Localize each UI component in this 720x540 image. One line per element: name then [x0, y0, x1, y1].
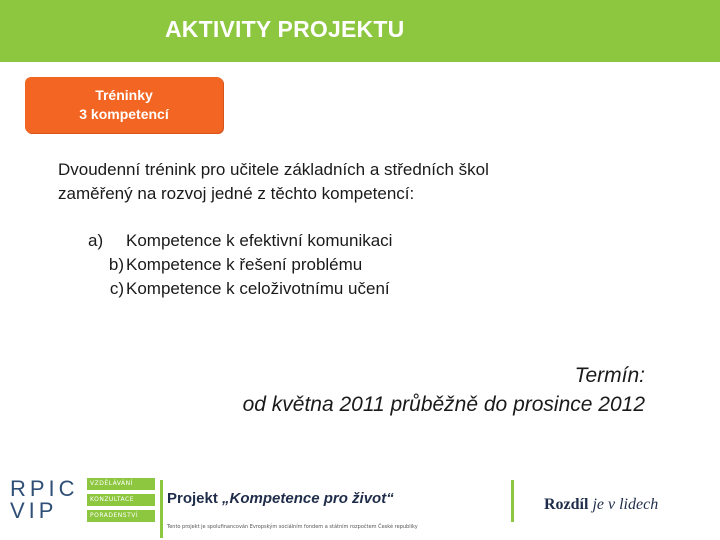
project-name: „Kompetence pro život“	[222, 490, 394, 507]
badge-line-1: Tréninky	[95, 87, 153, 103]
logo-tag: KONZULTACE	[87, 494, 155, 506]
project-banner	[160, 480, 513, 538]
intro-line-1: Dvoudenní trénink pro učitele základních a středních škol	[58, 160, 489, 179]
project-title	[167, 490, 394, 507]
list-item-text: Kompetence k efektivní komunikaci	[126, 231, 393, 250]
intro-text	[58, 158, 678, 206]
logo-tag: PORADENSTVÍ	[87, 510, 155, 522]
competence-list	[88, 229, 608, 301]
slogan-part-2: je v lidech	[588, 496, 659, 513]
term-label: Termín:	[574, 364, 645, 387]
intro-line-2: zaměřený na rozvoj jedné z těchto kompetencí:	[58, 184, 415, 203]
term-block	[140, 361, 645, 419]
list-item	[88, 277, 608, 301]
term-value: od května 2011 průběžně do prosince 2012	[242, 393, 645, 416]
badge-line-2: 3 kompetencí	[79, 106, 169, 122]
list-item-text: Kompetence k řešení problému	[126, 255, 363, 274]
project-prefix: Projekt	[167, 490, 223, 507]
logo-tags	[87, 478, 155, 526]
list-item	[88, 253, 608, 277]
list-marker: c)	[109, 279, 124, 298]
logo-line-2: VIP	[10, 498, 58, 523]
list-item	[88, 229, 608, 253]
logo-line-1: RPIC	[10, 476, 79, 501]
header-bar	[0, 0, 720, 62]
funding-note: Tento projekt je spolufinancován Evropským sociálním fondem a státním rozpočtem České republiky	[167, 524, 418, 530]
footer-divider	[511, 480, 514, 522]
list-item-text: Kompetence k celoživotnímu učení	[126, 279, 390, 298]
page-title: AKTIVITY PROJEKTU	[165, 16, 405, 42]
rpic-vip-logo	[10, 478, 86, 524]
list-marker: a)	[88, 231, 104, 250]
logo-tag: VZDĚLÁVÁNÍ	[87, 478, 155, 490]
trainings-badge	[25, 77, 223, 133]
slogan-part-1: Rozdíl	[544, 496, 589, 513]
list-marker: b)	[108, 255, 124, 274]
slogan	[544, 496, 658, 514]
